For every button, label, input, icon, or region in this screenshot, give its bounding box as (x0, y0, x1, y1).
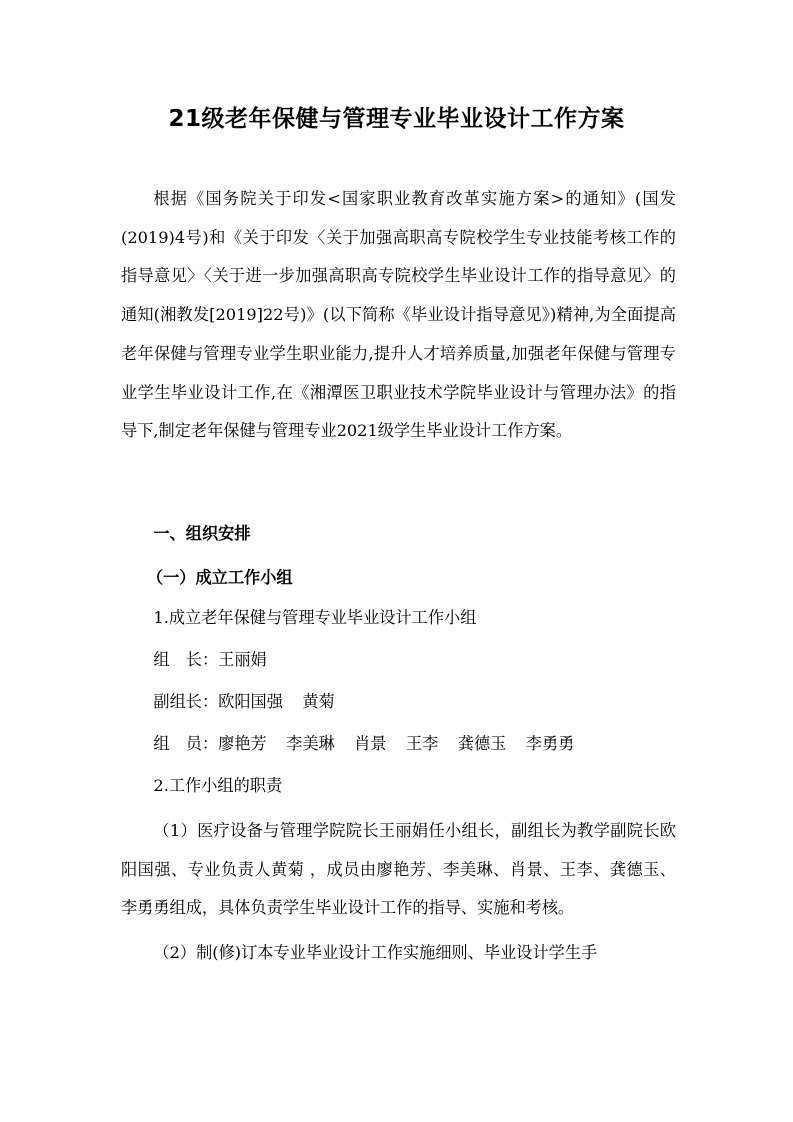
document-title: 21级老年保健与管理专业毕业设计工作方案 (168, 106, 625, 132)
intro-text: 根据《国务院关于印发<国家职业教育改革实施方案>的通知》(国发(2019)4号)和《关于印发〈关于加强高职高专院校学生专业技能考核工作的指导意见〉〈关于进一步加强高职高专院校学生毕业设计工作的指导意见〉的通知(湘教发[2019]22号)》(以下简称《毕业设计指导意见》)精神,为全面提高老年保健与管理专业学生职业能力,提升人才培养质量,加强老年保健与管理专业学生毕业设计工作,在《湘潭医卫职业技术学院毕业设计与管理办法》的指导下,制定老年保健与管理专业2021级学生毕业设计工作方案。 (121, 189, 676, 441)
member-name: 廖艳芳 (218, 734, 267, 753)
members-label: 组 员： (153, 734, 219, 753)
item-1-text: 1.成立老年保健与管理专业毕业设计工作小组 (153, 608, 477, 627)
deputy-label: 副组长： (153, 692, 219, 711)
member-name: 李勇勇 (525, 734, 575, 753)
deputy-leader-line (121, 690, 713, 714)
duty-2-text: （2）制(修)订本专业毕业设计工作实施细则、毕业设计学生手 (153, 943, 598, 963)
deputy-name: 黄菊 (302, 692, 335, 711)
leader-name: 王丽娟 (218, 650, 267, 669)
leader-label: 组 长： (153, 650, 219, 669)
duty-1-text: （1）医疗设备与管理学院院长王丽娟任小组长，副组长为教学副院长欧阳国强、专业负责人黄菊 ，成员由廖艳芳、李美琳、肖景、王李、龚德玉、李勇勇组成，具体负责学生毕业设计工作的指导、实施和考核。 (121, 821, 676, 918)
member-name: 李美琳 (286, 734, 335, 753)
member-name: 龚德玉 (457, 734, 507, 753)
group-leader-line (121, 648, 713, 672)
member-name: 肖景 (354, 734, 387, 753)
group-members-line (121, 732, 713, 756)
subsection-heading-working-group: （一）成立工作小组 (146, 568, 293, 587)
intro-paragraph (121, 180, 676, 451)
section-heading-organization: 一、组织安排 (153, 524, 251, 543)
deputy-name: 欧阳国强 (218, 692, 283, 711)
member-name: 王李 (405, 734, 439, 753)
duty-paragraphs (121, 812, 676, 973)
item-2-text: 2.工作小组的职责 (153, 776, 283, 795)
